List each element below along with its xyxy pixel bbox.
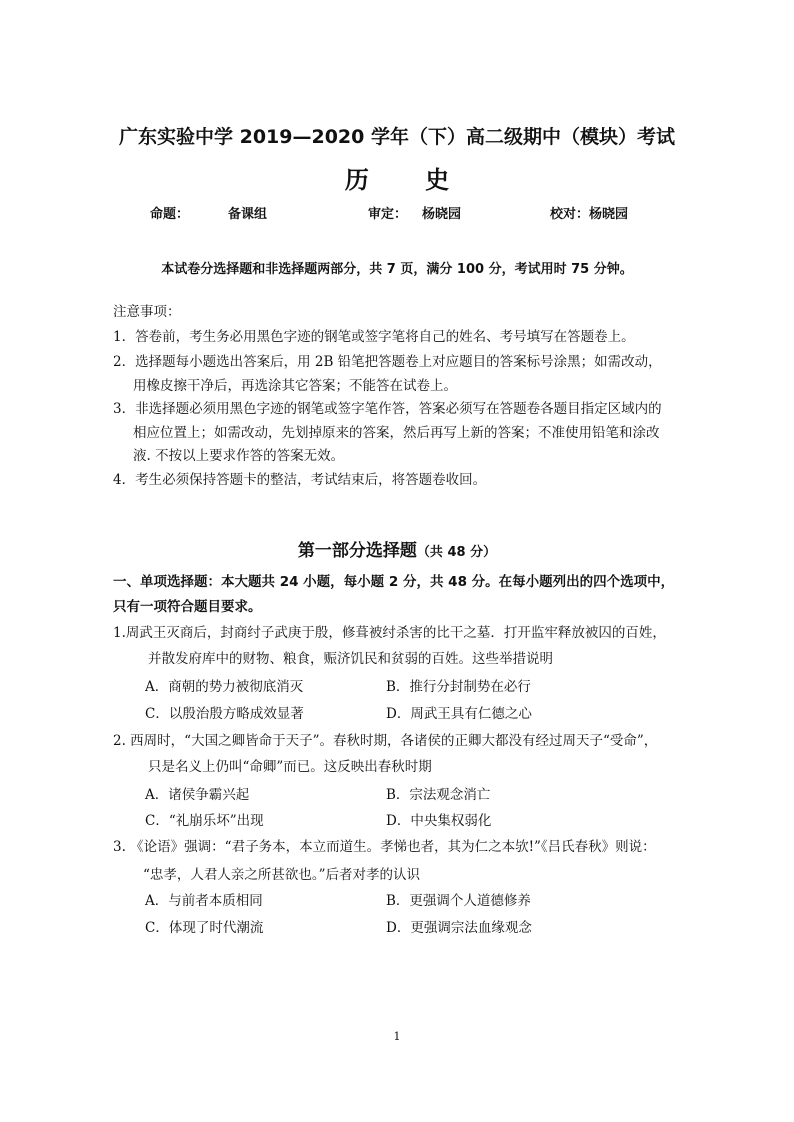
part1-title xyxy=(0,536,794,561)
part1-instruction: 只有一项符合题目要求。 xyxy=(113,599,262,615)
question-stem: 只是名义上仍叫“命卿”而已。这反映出春秋时期 xyxy=(148,759,432,775)
option-b: B．推行分封制势在必行 xyxy=(386,679,531,695)
option-a: A．与前者本质相同 xyxy=(145,893,263,909)
reviewer-name: 杨晓园 xyxy=(422,207,462,222)
question-stem: 2. 西周时，“大国之卿皆命于天子”。春秋时期，各诸侯的正卿大都没有经过周天子“受命”， xyxy=(113,733,658,749)
page-number: 1 xyxy=(393,1030,401,1043)
note-line: 4．考生必须保持答题卡的整洁，考试结束后，将答题卷收回。 xyxy=(113,472,487,488)
exam-intro: 本试卷分选择题和非选择题两部分，共 7 页，满分 100 分，考试用时 75 分钟。 xyxy=(161,262,633,277)
proofreader: 校对：杨晓园 xyxy=(550,207,629,222)
question-stem: “忠孝，人君人亲之所甚欲也。”后者对孝的认识 xyxy=(143,867,421,883)
part1-instruction: 一、单项选择题：本大题共 24 小题，每小题 2 分，共 48 分。在每小题列出的四个选项中， xyxy=(113,574,675,590)
option-b: B．更强调个人道德修养 xyxy=(386,893,531,909)
question-stem: 3. 《论语》强调：“君子务本，本立而道生。孝悌也者，其为仁之本欤!”《吕氏春秋》则说： xyxy=(113,839,656,855)
option-a: A．商朝的势力被彻底消灭 xyxy=(145,679,304,695)
option-b: B．宗法观念消亡 xyxy=(386,787,491,803)
proposer-name: 备课组 xyxy=(228,207,268,222)
exam-title: 广东实验中学 2019—2020 学年（下）高二级期中（模块）考试 xyxy=(119,126,675,148)
option-c: C．体现了时代潮流 xyxy=(145,920,264,936)
note-line: 1．答卷前，考生务必用黑色字迹的钢笔或签字笔将自己的姓名、考号填写在答题卷上。 xyxy=(113,329,635,345)
subject-title: 历 史 xyxy=(344,166,474,194)
notes-title: 注意事项： xyxy=(113,304,181,320)
note-line: 3．非选择题必须用黑色字迹的钢笔或签字笔作答，答案必须写在答题卷各题目指定区域内的 xyxy=(113,401,662,417)
option-d: D．更强调宗法血缘观念 xyxy=(386,920,532,936)
option-d: D．周武王具有仁德之心 xyxy=(386,706,532,722)
note-line: 2．选择题每小题选出答案后，用 2B 铅笔把答题卷上对应题目的答案标号涂黑；如需改动， xyxy=(113,354,662,370)
option-c: C．以殷治殷方略成效显著 xyxy=(145,706,304,722)
note-line: 用橡皮擦干净后，再选涂其它答案；不能答在试卷上。 xyxy=(133,378,457,394)
question-stem: 并散发府库中的财物、粮食，赈济饥民和贫弱的百姓。这些举措说明 xyxy=(148,651,553,667)
option-c: C．“礼崩乐坏”出现 xyxy=(145,813,264,829)
proposer-label: 命题： xyxy=(150,207,190,222)
part1-title-text: 第一部分选择题 xyxy=(297,541,417,561)
note-line: 液. 不按以上要求作答的答案无效。 xyxy=(133,448,345,464)
option-a: A．诸侯争霸兴起 xyxy=(145,787,250,803)
question-stem: 1.周武王灭商后，封商纣子武庚于殷，修葺被纣杀害的比干之墓．打开监牢释放被囚的百姓， xyxy=(113,625,666,641)
note-line: 相应位置上；如需改动，先划掉原来的答案，然后再写上新的答案；不准使用铅笔和涂改 xyxy=(133,425,660,441)
option-d: D．中央集权弱化 xyxy=(386,813,492,829)
reviewer-label: 审定： xyxy=(368,207,408,222)
part1-score: （共 48 分） xyxy=(416,545,497,560)
